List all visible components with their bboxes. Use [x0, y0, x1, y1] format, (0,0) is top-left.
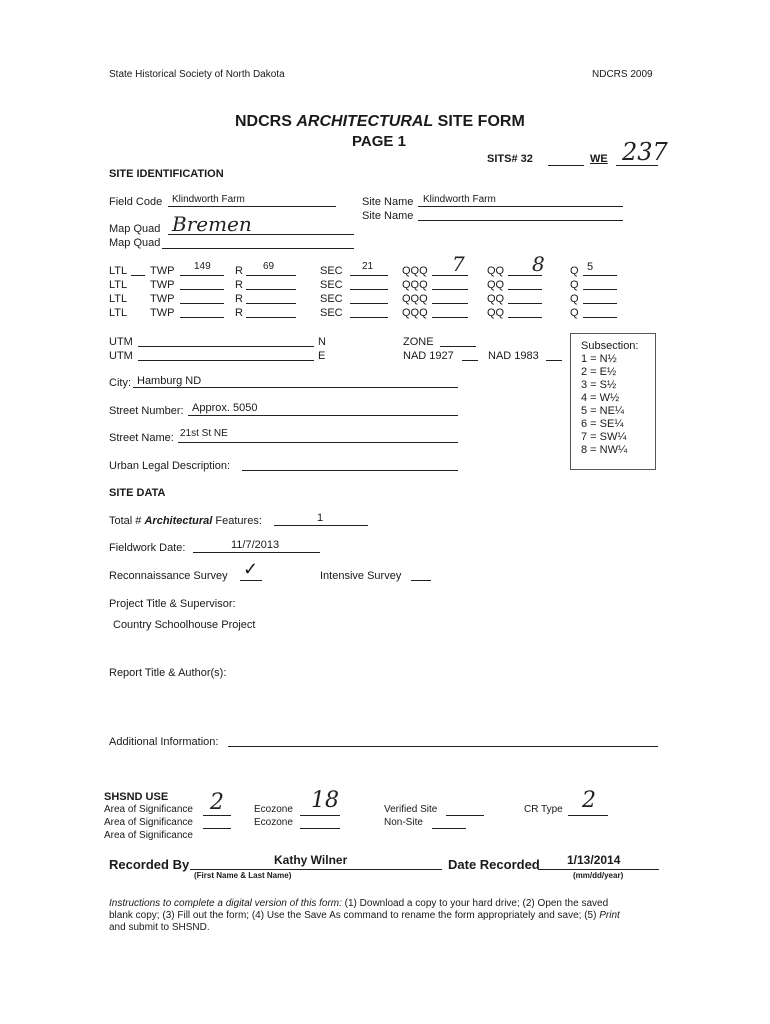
qqq-line-2[interactable]	[432, 289, 468, 290]
fieldwork-date-value[interactable]: 11/7/2013	[231, 539, 280, 551]
field-code-value[interactable]: Klindworth Farm	[172, 194, 245, 205]
non-site-line[interactable]	[432, 828, 466, 829]
qq-value[interactable]: 8	[532, 252, 545, 276]
reconnaissance-line	[240, 580, 262, 581]
instructions-lead: Instructions to complete a digital version of this form:	[109, 898, 342, 909]
qq-line-4[interactable]	[508, 317, 542, 318]
qq-label-2: QQ	[487, 279, 505, 291]
sec-label-3: SEC	[320, 293, 343, 305]
street-name-line	[178, 442, 458, 443]
r-label-3: R	[235, 293, 243, 305]
verified-site-line[interactable]	[446, 815, 484, 816]
report-title-label: Report Title & Author(s):	[109, 667, 227, 679]
zone-line[interactable]	[440, 346, 476, 347]
cr-type-value[interactable]: 2	[582, 788, 596, 813]
ltl-label: LTL	[109, 265, 128, 277]
total-label-2: Architectural	[144, 515, 213, 527]
instructions-body-2: blank copy; (3) Fill out the form; (4) Use the Save As command to rename the form appropriately and save; (5)	[109, 910, 600, 921]
urban-legal-line[interactable]	[242, 470, 458, 471]
ltl-label-2: LTL	[109, 279, 128, 291]
qq-label-4: QQ	[487, 307, 505, 319]
street-number-line	[188, 415, 458, 416]
qqq-label-4: QQQ	[402, 307, 428, 319]
site-name-label: Site Name	[362, 196, 414, 208]
street-name-label: Street Name:	[109, 432, 174, 444]
sec-value[interactable]: 21	[362, 261, 374, 272]
total-features-line	[274, 525, 368, 526]
recorded-by-line	[190, 869, 442, 870]
total-label-3: Features:	[215, 515, 262, 527]
project-title-value[interactable]: Country Schoolhouse Project	[113, 619, 256, 631]
qqq-line-4[interactable]	[432, 317, 468, 318]
sec-line-3[interactable]	[350, 303, 388, 304]
total-features-label	[109, 515, 262, 527]
r-label-4: R	[235, 307, 243, 319]
city-label: City:	[109, 377, 131, 389]
reconnaissance-label: Reconnaissance Survey	[109, 570, 228, 582]
twp-value[interactable]: 149	[194, 261, 211, 272]
date-recorded-line	[538, 869, 659, 870]
title-part3: SITE FORM	[433, 113, 525, 130]
nad1983-line[interactable]	[546, 360, 562, 361]
sec-label-4: SEC	[320, 307, 343, 319]
intensive-line[interactable]	[411, 580, 431, 581]
intensive-label: Intensive Survey	[320, 570, 402, 582]
q-line-2[interactable]	[583, 289, 617, 290]
qq-line-2[interactable]	[508, 289, 542, 290]
zone-label: ZONE	[403, 336, 434, 348]
subsection-item: 3 = S½	[581, 379, 617, 391]
qq-label-3: QQ	[487, 293, 505, 305]
subsection-item: 2 = E½	[581, 366, 617, 378]
utm-label: UTM	[109, 336, 133, 348]
map-quad-line-2[interactable]	[162, 248, 354, 249]
street-number-value[interactable]: Approx. 5050	[192, 402, 258, 414]
page-number: PAGE 1	[352, 133, 406, 150]
ecozone-label-2: Ecozone	[254, 817, 293, 828]
q-line-4[interactable]	[583, 317, 617, 318]
sits-label: SITS# 32	[487, 153, 533, 165]
title-part2: ARCHITECTURAL	[296, 113, 434, 130]
ecozone-line	[300, 815, 340, 816]
map-quad-label-2: Map Quad	[109, 237, 161, 249]
subsection-item: 1 = N½	[581, 353, 617, 365]
cr-type-label: CR Type	[524, 804, 563, 815]
title-part1: NDCRS	[235, 113, 297, 130]
city-value[interactable]: Hamburg ND	[137, 375, 202, 387]
r-line-4[interactable]	[246, 317, 296, 318]
verified-site-label: Verified Site	[384, 804, 438, 815]
date-recorded-hint: (mm/dd/year)	[573, 871, 624, 880]
recorded-by-hint: (First Name & Last Name)	[194, 871, 292, 880]
qqq-label-3: QQQ	[402, 293, 428, 305]
sec-line-2[interactable]	[350, 289, 388, 290]
map-quad-label: Map Quad	[109, 223, 161, 235]
street-number-label: Street Number:	[109, 405, 184, 417]
fieldwork-date-line	[193, 552, 320, 553]
subsection-title: Subsection:	[581, 340, 639, 352]
utm-n-line[interactable]	[138, 346, 314, 347]
ecozone-value[interactable]: 18	[311, 788, 339, 813]
subsection-item: 5 = NE¼	[581, 405, 625, 417]
map-quad-value[interactable]: Bremen	[172, 212, 252, 236]
field-code-label: Field Code	[109, 196, 163, 208]
q-line-3[interactable]	[583, 303, 617, 304]
site-name-line	[418, 206, 623, 207]
twp-label-4: TWP	[150, 307, 175, 319]
instructions-line-3: and submit to SHSND.	[109, 922, 210, 933]
aos-value[interactable]: 2	[210, 790, 224, 815]
recorded-by-label: Recorded By	[109, 857, 190, 872]
twp-line-3[interactable]	[180, 303, 224, 304]
subsection-item: 7 = SW¼	[581, 431, 627, 443]
twp-label: TWP	[150, 265, 175, 277]
total-features-value[interactable]: 1	[317, 512, 324, 524]
fieldwork-date-label: Fieldwork Date:	[109, 542, 186, 554]
ltl-label-4: LTL	[109, 307, 128, 319]
q-label-3: Q	[570, 293, 579, 305]
nad1983-label: NAD 1983	[488, 350, 539, 362]
r-label: R	[235, 265, 243, 277]
date-recorded-value[interactable]: 1/13/2014	[567, 853, 621, 867]
form-code: NDCRS 2009	[592, 69, 653, 80]
we-label: WE	[590, 153, 608, 165]
subsection-item: 4 = W½	[581, 392, 620, 404]
non-site-label: Non-Site	[384, 817, 423, 828]
utm-label-2: UTM	[109, 350, 133, 362]
total-label-1: Total #	[109, 515, 142, 527]
qqq-label-2: QQQ	[402, 279, 428, 291]
q-value[interactable]: 5	[587, 261, 594, 273]
aos-label: Area of Significance	[104, 804, 193, 815]
twp-label-3: TWP	[150, 293, 175, 305]
q-label: Q	[570, 265, 579, 277]
ecozone-label: Ecozone	[254, 804, 293, 815]
sec-line	[350, 275, 388, 276]
additional-info-label: Additional Information:	[109, 736, 219, 748]
ltl-label-3: LTL	[109, 293, 128, 305]
project-title-label: Project Title & Supervisor:	[109, 598, 236, 610]
twp-label-2: TWP	[150, 279, 175, 291]
sits-line	[548, 165, 584, 166]
q-label-4: Q	[570, 307, 579, 319]
utm-n-label: N	[318, 336, 326, 348]
ltl-line[interactable]	[131, 275, 145, 276]
field-code-line	[168, 206, 336, 207]
qqq-value[interactable]: 7	[452, 252, 465, 276]
utm-e-line[interactable]	[138, 360, 314, 361]
reconnaissance-check[interactable]: ✓	[243, 559, 259, 579]
subsection-legend	[570, 333, 656, 470]
subsection-item: 6 = SE¼	[581, 418, 624, 430]
aos-label-3: Area of Significance	[104, 830, 193, 841]
site-identification-heading: SITE IDENTIFICATION	[109, 168, 224, 180]
sec-line-4[interactable]	[350, 317, 388, 318]
qqq-line-3[interactable]	[432, 303, 468, 304]
city-line	[133, 387, 458, 388]
cr-type-line	[568, 815, 608, 816]
twp-line	[180, 275, 224, 276]
qq-line-3[interactable]	[508, 303, 542, 304]
we-value: 237	[622, 138, 668, 166]
twp-line-2[interactable]	[180, 289, 224, 290]
qqq-label: QQQ	[402, 265, 428, 277]
site-name-value[interactable]: Klindworth Farm	[423, 194, 496, 205]
date-recorded-label: Date Recorded	[448, 857, 540, 872]
aos-line-2[interactable]	[203, 828, 231, 829]
r-label-2: R	[235, 279, 243, 291]
q-line	[583, 275, 617, 276]
site-name-label-2: Site Name	[362, 210, 414, 222]
sec-label-2: SEC	[320, 279, 343, 291]
q-label-2: Q	[570, 279, 579, 291]
site-name-line-2[interactable]	[418, 220, 623, 221]
r-line-2[interactable]	[246, 289, 296, 290]
sec-label: SEC	[320, 265, 343, 277]
shsnd-heading: SHSND USE	[104, 791, 169, 803]
form-title	[235, 113, 525, 131]
header-org: State Historical Society of North Dakota	[109, 69, 285, 80]
instructions-line-2	[109, 910, 620, 921]
instructions-print: Print	[599, 910, 620, 921]
r-line-3[interactable]	[246, 303, 296, 304]
subsection-item: 8 = NW¼	[581, 444, 628, 456]
street-name-value[interactable]: 21st St NE	[180, 428, 228, 439]
nad1927-line[interactable]	[462, 360, 478, 361]
recorded-by-value[interactable]: Kathy Wilner	[274, 853, 348, 867]
nad1927-label: NAD 1927	[403, 350, 454, 362]
instructions-body-1: (1) Download a copy to your hard drive; (2) Open the saved	[341, 898, 609, 909]
ecozone-line-2[interactable]	[300, 828, 340, 829]
twp-line-4[interactable]	[180, 317, 224, 318]
aos-line	[203, 815, 231, 816]
r-line	[246, 275, 296, 276]
site-data-heading: SITE DATA	[109, 487, 166, 499]
urban-legal-label: Urban Legal Description:	[109, 460, 231, 472]
utm-e-label: E	[318, 350, 326, 362]
qq-label: QQ	[487, 265, 505, 277]
aos-label-2: Area of Significance	[104, 817, 193, 828]
additional-info-line[interactable]	[228, 746, 658, 747]
instructions-line-1	[109, 898, 608, 909]
r-value[interactable]: 69	[263, 261, 275, 272]
